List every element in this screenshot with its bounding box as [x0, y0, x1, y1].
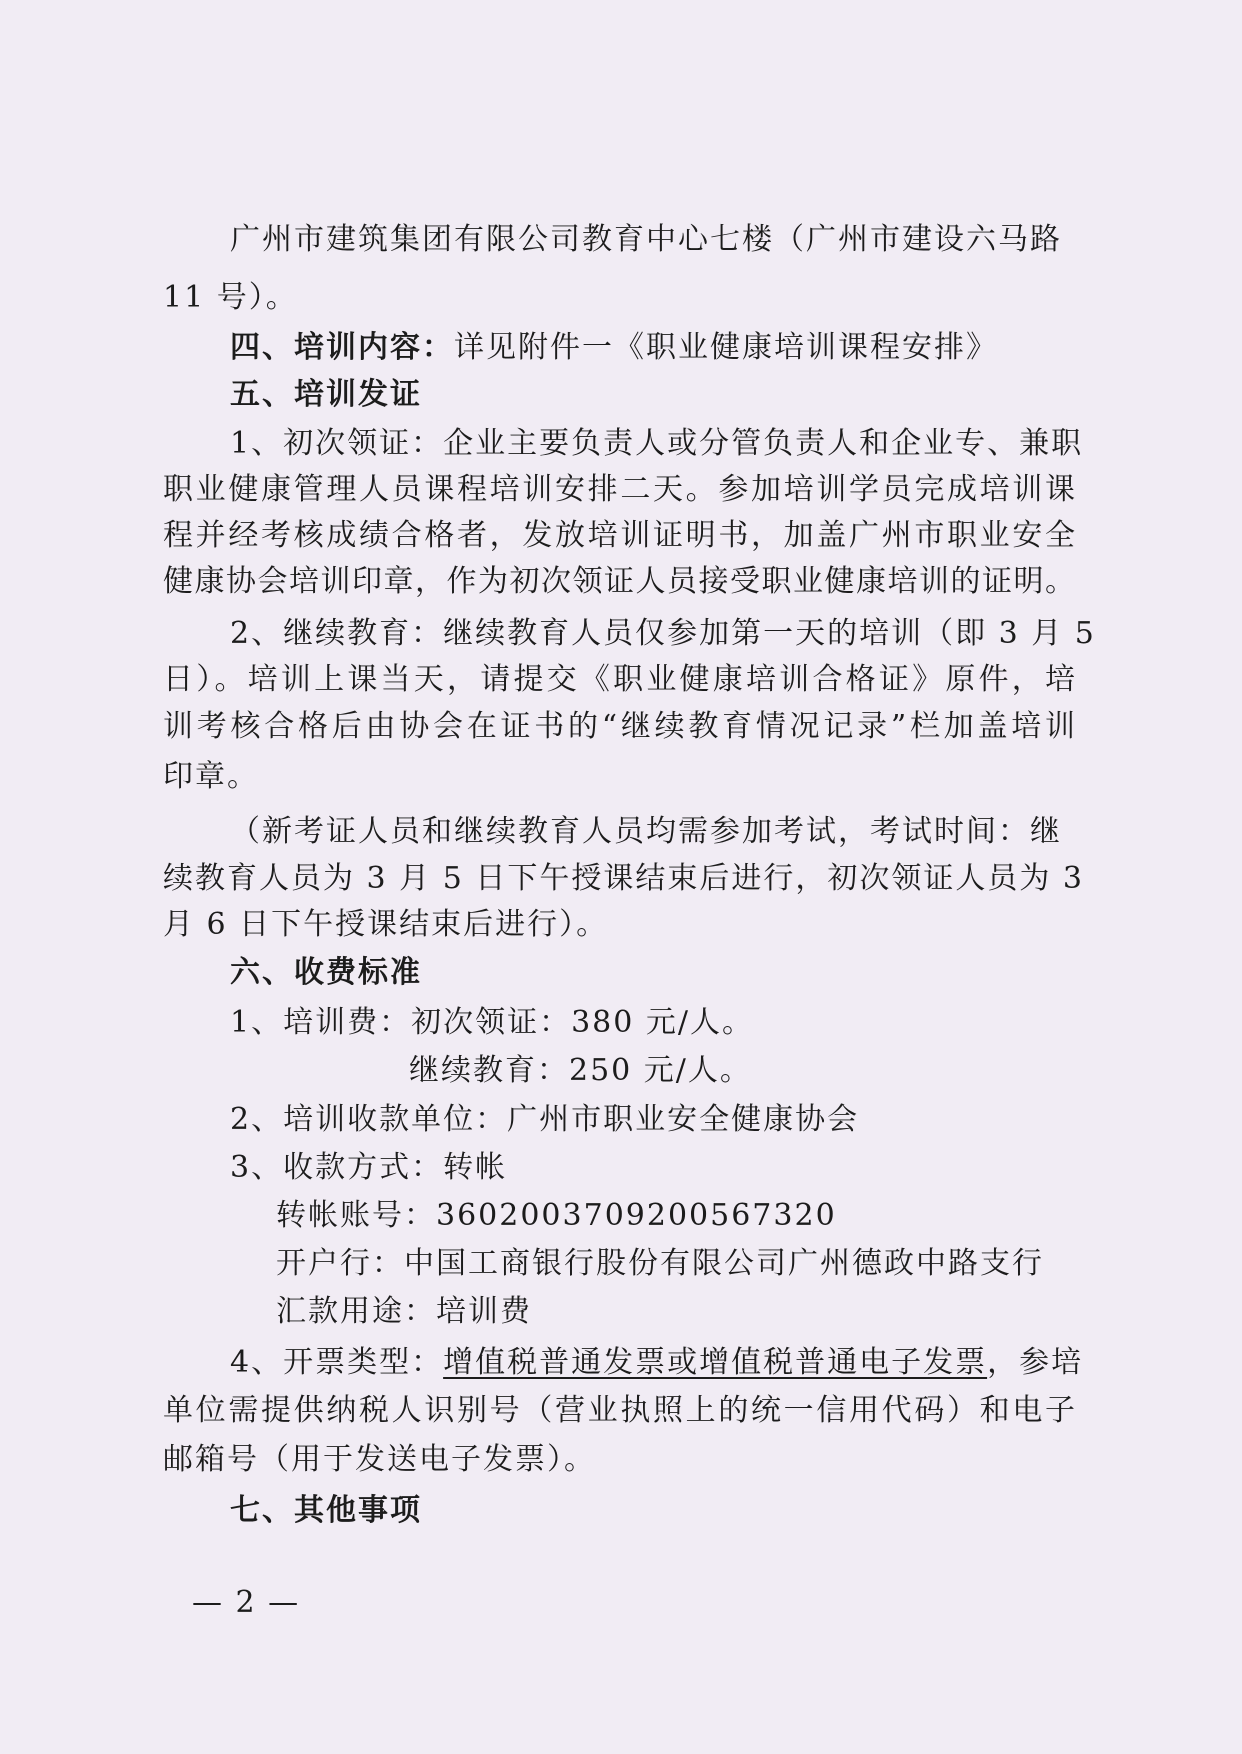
venue-address-line-1: 广州市建筑集团有限公司教育中心七楼（广州市建设六马路 — [230, 222, 1062, 257]
paragraph-1-line-2: 职业健康管理人员课程培训安排二天。参加培训学员完成培训课 — [163, 472, 1075, 507]
exam-note-line-1: （新考证人员和继续教育人员均需参加考试，考试时间：继 — [230, 814, 1062, 849]
fee-bank-name: 开户行：中国工商银行股份有限公司广州德政中路支行 — [276, 1246, 1044, 1281]
page-number: — 2 — — [192, 1585, 301, 1620]
section-7-title: 七、其他事项 — [230, 1493, 422, 1528]
paragraph-1-line-4: 健康协会培训印章，作为初次领证人员接受职业健康培训的证明。 — [163, 564, 1075, 599]
invoice-prefix: 4、开票类型： — [230, 1345, 444, 1380]
exam-note-line-2: 续教育人员为 3 月 5 日下午授课结束后进行，初次领证人员为 3 — [163, 861, 1084, 896]
paragraph-2-line-1: 2、继续教育：继续教育人员仅参加第一天的培训（即 3 月 5 — [230, 616, 1096, 651]
fee-line-4: 3、收款方式：转帐 — [230, 1150, 508, 1185]
section-6-title: 六、收费标准 — [230, 955, 422, 990]
section-4-text: 详见附件一《职业健康培训课程安排》 — [454, 330, 998, 365]
paragraph-1-line-3: 程并经考核成绩合格者，发放培训证明书，加盖广州市职业安全 — [163, 518, 1075, 553]
fee-line-1: 1、培训费：初次领证：380 元/人。 — [230, 1005, 754, 1040]
fee-remittance-purpose: 汇款用途：培训费 — [276, 1294, 532, 1329]
invoice-suffix: ，参培 — [987, 1345, 1084, 1380]
section-5-title: 五、培训发证 — [230, 377, 422, 412]
paragraph-1-line-1: 1、初次领证：企业主要负责人或分管负责人和企业专、兼职 — [230, 426, 1084, 461]
venue-address-line-2: 11 号）。 — [163, 280, 298, 315]
fee-line-3: 2、培训收款单位：广州市职业安全健康协会 — [230, 1102, 860, 1137]
section-4-line — [230, 328, 998, 368]
exam-note-line-3: 月 6 日下午授课结束后进行）。 — [163, 907, 609, 942]
invoice-line-3: 邮箱号（用于发送电子发票）。 — [163, 1442, 596, 1477]
fee-line-2: 继续教育：250 元/人。 — [409, 1053, 752, 1088]
invoice-line-2: 单位需提供纳税人识别号（营业执照上的统一信用代码）和电子 — [163, 1393, 1075, 1428]
section-4-title: 四、培训内容： — [230, 330, 454, 365]
paragraph-2-line-4: 印章。 — [163, 759, 259, 794]
fee-account-number: 转帐账号：3602003709200567320 — [276, 1198, 837, 1233]
paragraph-2-line-3: 训考核合格后由协会在证书的“继续教育情况记录”栏加盖培训 — [163, 709, 1075, 744]
invoice-line-1 — [230, 1343, 1083, 1383]
paragraph-2-line-2: 日）。培训上课当天，请提交《职业健康培训合格证》原件，培 — [163, 662, 1075, 697]
invoice-type-underlined: 增值税普通发票或增值税普通电子发票 — [443, 1345, 988, 1380]
